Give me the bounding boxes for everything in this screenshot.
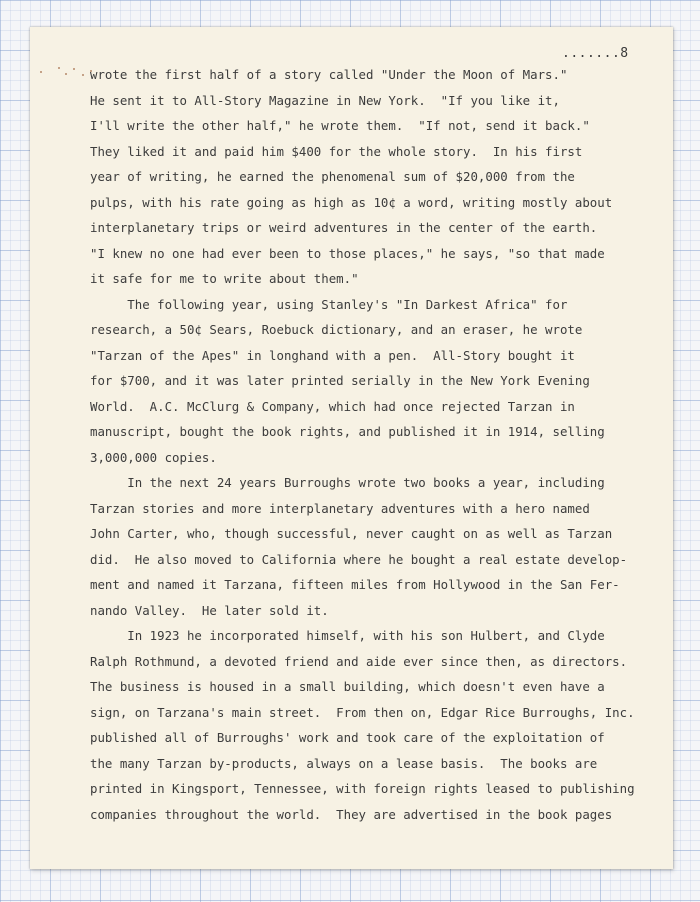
text-line: In 1923 he incorporated himself, with his son Hulbert, and Clyde	[90, 628, 605, 643]
text-line: John Carter, who, though successful, never caught on as well as Tarzan	[90, 526, 613, 541]
text-line: it safe for me to write about them."	[90, 271, 359, 286]
text-line: In the next 24 years Burroughs wrote two books a year, including	[90, 475, 605, 490]
text-line: the many Tarzan by-products, always on a lease basis. The books are	[90, 755, 598, 771]
text-line: companies throughout the world. They are advertised in the book pages	[90, 806, 613, 822]
text-line: interplanetary trips or weird adventures in the center of the earth.	[90, 220, 598, 235]
text-line: The following year, using Stanley's "In Darkest Africa" for	[90, 296, 568, 312]
text-line: They liked it and paid him $400 for the whole story. In his first	[90, 143, 583, 159]
text-line: did. He also moved to California where he bought a real estate develop-	[90, 551, 628, 567]
text-line: The business is housed in a small building, which doesn't even have a	[90, 679, 605, 694]
text-line: Ralph Rothmund, a devoted friend and aide ever since then, as directors.	[90, 653, 628, 669]
text-line: ment and named it Tarzana, fifteen miles from Hollywood in the San Fer-	[90, 577, 620, 592]
text-line: manuscript, bought the book rights, and published it in 1914, selling	[90, 424, 605, 439]
text-line: World. A.C. McClurg & Company, which had once rejected Tarzan in	[90, 398, 575, 414]
typewritten-page	[30, 27, 673, 869]
text-line: 3,000,000 copies.	[90, 449, 217, 465]
text-line: published all of Burroughs' work and took care of the exploitation of	[90, 730, 605, 745]
text-line: "I knew no one had ever been to those places," he says, "so that made	[90, 245, 605, 261]
text-line: He sent it to All-Story Magazine in New York. "If you like it,	[90, 92, 560, 108]
text-line: Tarzan stories and more interplanetary adventures with a hero named	[90, 500, 590, 516]
text-line: for $700, and it was later printed serially in the New York Evening	[90, 373, 590, 388]
text-line: research, a 50¢ Sears, Roebuck dictionary, and an eraser, he wrote	[90, 322, 583, 337]
text-line: printed in Kingsport, Tennessee, with foreign rights leased to publishing	[90, 781, 635, 796]
text-line: I'll write the other half," he wrote them. "If not, send it back."	[90, 118, 590, 133]
text-line: nando Valley. He later sold it.	[90, 602, 329, 618]
text-line: year of writing, he earned the phenomenal sum of $20,000 from the	[90, 169, 575, 184]
text-line: sign, on Tarzana's main street. From then on, Edgar Rice Burroughs, Inc.	[90, 704, 635, 720]
text-line: pulps, with his rate going as high as 10¢ a word, writing mostly about	[90, 194, 613, 210]
text-line: wrote the first half of a story called "Under the Moon of Mars."	[90, 67, 568, 82]
text-line: "Tarzan of the Apes" in longhand with a pen. All-Story bought it	[90, 347, 575, 363]
page-number: .......8	[562, 46, 629, 61]
